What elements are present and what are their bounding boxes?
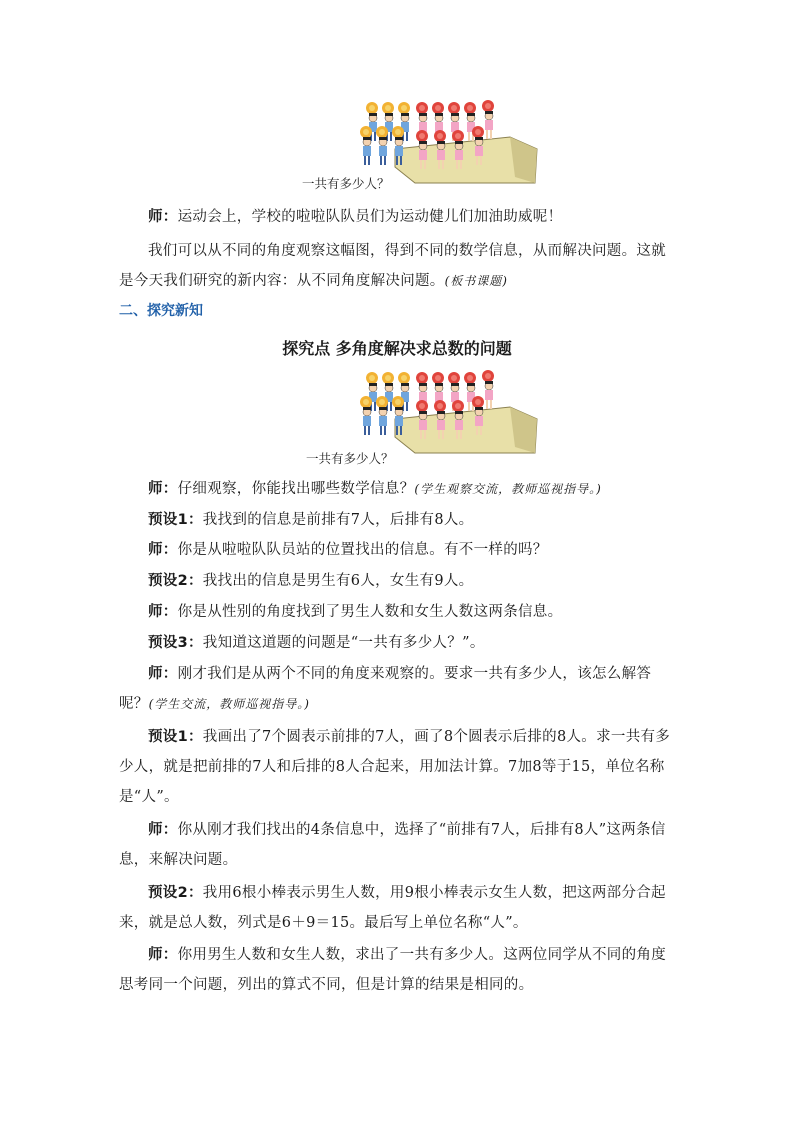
dialog-text: 你从刚才我们找出的4条信息中，选择了“前排有7人，后排有8人”这两条信息，来解决问题。 xyxy=(119,822,666,868)
dialog-text: 我用6根小棒表示男生人数，用9根小棒表示女生人数，把这两部分合起来，就是总人数，列式是6＋9＝15。最后写上单位名称“人”。 xyxy=(119,885,666,931)
dialog-line xyxy=(119,659,679,719)
dialog-text: 我画出了7个圆表示前排的7人，画了8个圆表示后排的8人。求一共有多少人，就是把前排的7人和后排的8人合起来，用加法计算。7加8等于15，单位名称是“人”。 xyxy=(119,729,671,805)
dialog-text: 仔细观察，你能找出哪些数学信息？ xyxy=(177,481,415,497)
speaker-label: 师： xyxy=(148,666,178,682)
dialog-text: 我知道这道题的问题是“一共有多少人？”。 xyxy=(202,635,485,651)
speaker-label: 预设3： xyxy=(148,635,203,651)
speaker-label: 预设2： xyxy=(148,573,203,589)
cheerleader-figure xyxy=(376,396,388,435)
dialog-line xyxy=(119,535,679,565)
speaker-label: 师： xyxy=(148,209,178,225)
dialog-line xyxy=(119,597,679,627)
cheerleader-figure xyxy=(360,396,372,435)
figure-caption: 一共有多少人？ xyxy=(306,451,394,466)
dialog-text: 刚才我们是从两个不同的角度来观察的。要求一共有多少人，该怎么解答呢？ xyxy=(119,666,652,712)
dialog-line xyxy=(119,505,679,535)
paragraph-text: 运动会上，学校的啦啦队队员们为运动健儿们加油助威呢！ xyxy=(177,209,563,225)
intro-paragraph-1 xyxy=(119,202,679,232)
paragraph-text: 我们可以从不同的角度观察这幅图，得到不同的数学信息，从而解决问题。这就是今天我们研究的新内容：从不同角度解决问题。 xyxy=(119,243,666,289)
dialog-text: 我找到的信息是前排有7人，后排有8人。 xyxy=(202,512,474,528)
dialog-line xyxy=(119,628,679,658)
teaching-note: (学生交流，教师巡视指导。) xyxy=(148,697,310,711)
speaker-label: 师： xyxy=(148,481,178,497)
dialog-text: 我找出的信息是男生有6人，女生有9人。 xyxy=(202,573,474,589)
cheerleader-figure xyxy=(376,126,388,165)
speaker-label: 师： xyxy=(148,604,178,620)
speaker-label: 预设1： xyxy=(148,729,203,745)
dialog-line xyxy=(119,722,679,812)
teaching-note: (学生观察交流，教师巡视指导。) xyxy=(414,482,602,496)
dialog-text: 你用男生人数和女生人数，求出了一共有多少人。这两位同学从不同的角度思考同一个问题，列出的算式不同，但是计算的结果是相同的。 xyxy=(119,947,667,993)
intro-paragraph-2 xyxy=(119,236,679,296)
cheerleader-figure xyxy=(360,126,372,165)
dialog-line xyxy=(119,566,679,596)
speaker-label: 师： xyxy=(148,542,178,558)
speaker-label: 师： xyxy=(148,947,178,963)
section-heading: 探究点 多角度解决求总数的问题 xyxy=(282,339,512,358)
dialog-text: 你是从啦啦队队员站的位置找出的信息。有不一样的吗？ xyxy=(177,542,548,558)
speaker-label: 师： xyxy=(148,822,178,838)
dialog-line xyxy=(119,940,679,1000)
teaching-note: (板书课题) xyxy=(444,274,508,288)
dialog-line xyxy=(119,878,679,938)
section-title: 二、探究新知 xyxy=(119,303,203,319)
dialog-text: 你是从性别的角度找到了男生人数和女生人数这两条信息。 xyxy=(177,604,563,620)
speaker-label: 预设1： xyxy=(148,512,203,528)
speaker-label: 预设2： xyxy=(148,885,203,901)
cheerleaders-illustration xyxy=(355,367,540,457)
dialog-line xyxy=(119,815,679,875)
figure-caption: 一共有多少人？ xyxy=(302,176,390,191)
dialog-line xyxy=(119,474,679,504)
